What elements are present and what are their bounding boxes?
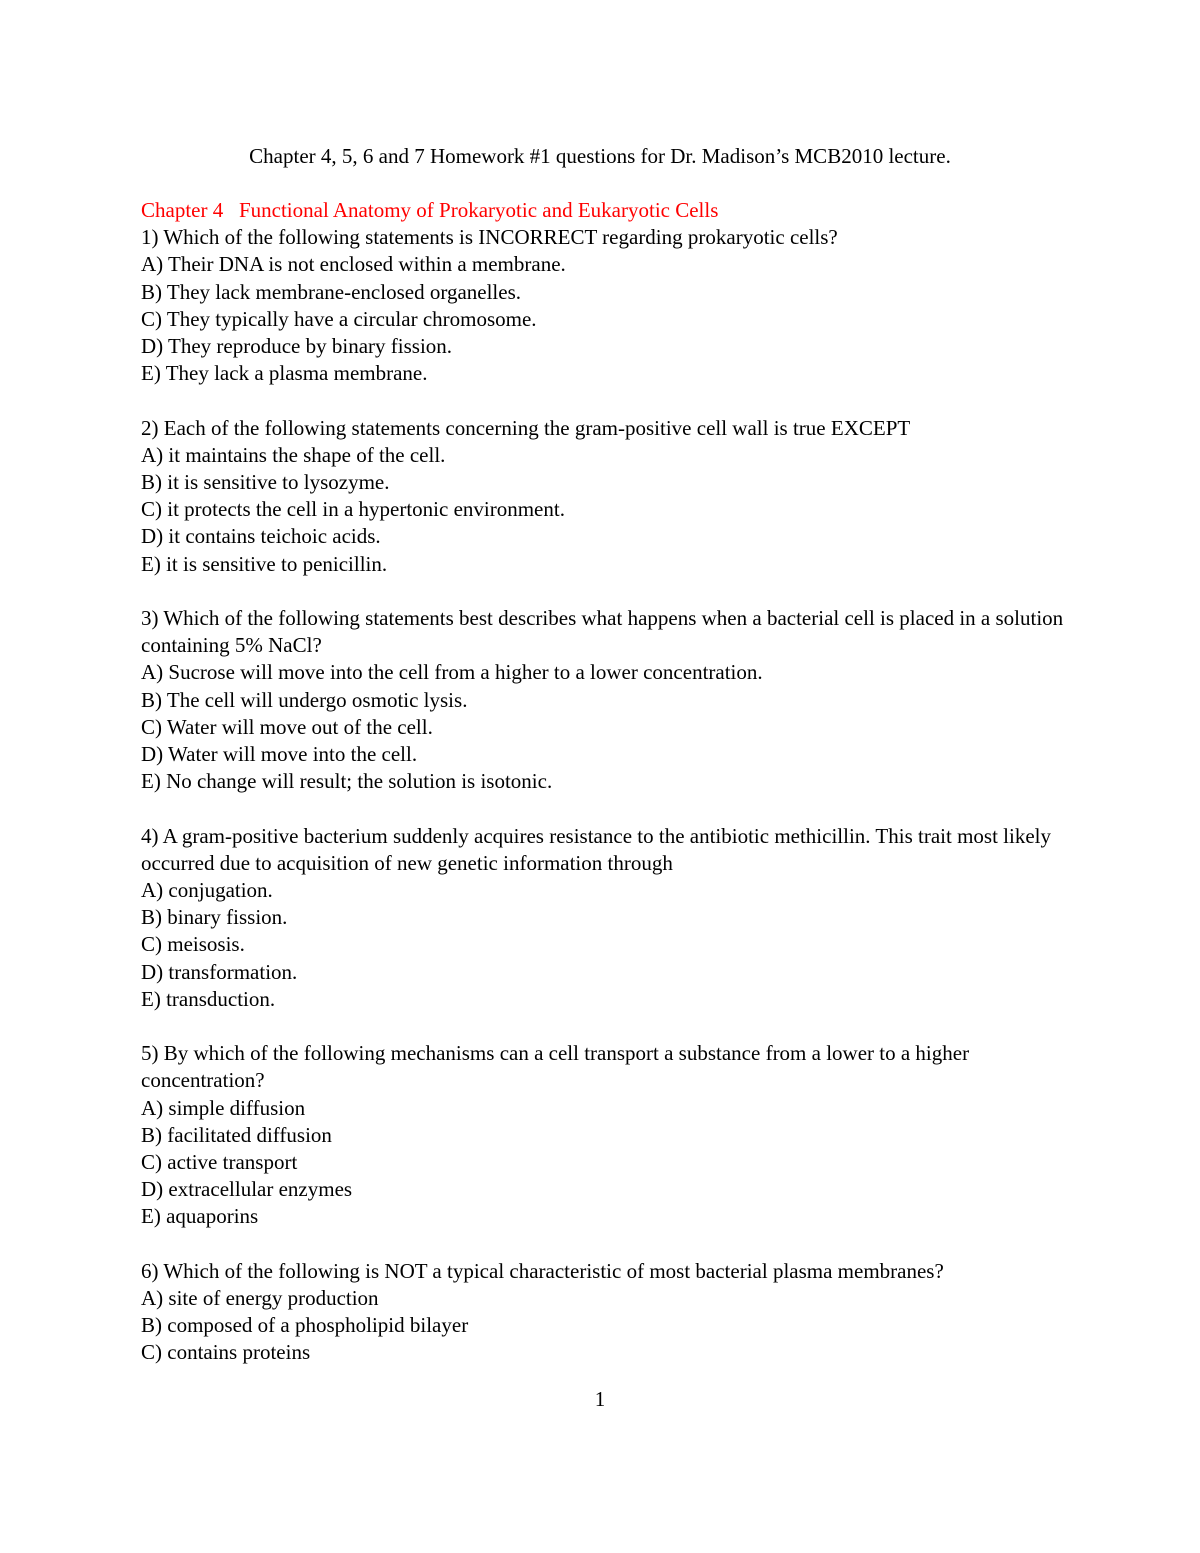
answer-option-a: A) it maintains the shape of the cell. [141,442,446,467]
answer-option-e: E) it is sensitive to penicillin. [141,551,388,576]
answer-option-d: D) transformation. [141,959,298,984]
question-3 [141,605,1071,795]
answer-option-b: B) binary fission. [141,905,288,930]
answer-option-b: B) facilitated diffusion [141,1122,332,1147]
question-text: 4) A gram-positive bacterium suddenly acquires resistance to the antibiotic methicillin. This trait most likely occurred due to acquisition of new genetic information through [141,823,1051,875]
answer-options [141,1285,1071,1367]
answer-option-d: D) Water will move into the cell. [141,742,418,767]
answer-options [141,251,1071,387]
answer-option-a: A) conjugation. [141,878,273,903]
answer-option-c: C) contains proteins [141,1340,311,1365]
answer-option-a: A) Sucrose will move into the cell from a higher to a lower concentration. [141,660,763,685]
answer-option-b: B) it is sensitive to lysozyme. [141,470,390,495]
question-2 [141,415,1071,578]
answer-option-c: C) it protects the cell in a hypertonic environment. [141,497,565,522]
document-body [141,197,1071,1394]
answer-option-a: A) Their DNA is not enclosed within a membrane. [141,252,566,277]
answer-option-e: E) aquaporins [141,1204,259,1229]
answer-option-e: E) No change will result; the solution is isotonic. [141,769,553,794]
answer-option-b: B) They lack membrane-enclosed organelles. [141,279,521,304]
question-text: 5) By which of the following mechanisms can a cell transport a substance from a lower to a higher concentration? [141,1041,970,1093]
answer-options [141,877,1071,1013]
answer-option-d: D) They reproduce by binary fission. [141,334,453,359]
answer-option-c: C) They typically have a circular chromosome. [141,306,537,331]
question-6 [141,1258,1071,1367]
answer-option-c: C) Water will move out of the cell. [141,714,433,739]
answer-option-d: D) extracellular enzymes [141,1177,353,1202]
document-title: Chapter 4, 5, 6 and 7 Homework #1 questions for Dr. Madison’s MCB2010 lecture. [249,144,951,168]
question-4 [141,823,1071,1013]
chapter-heading: Chapter 4 Functional Anatomy of Prokaryotic and Eukaryotic Cells [141,198,719,222]
answer-option-a: A) site of energy production [141,1286,379,1311]
question-text: 1) Which of the following statements is INCORRECT regarding prokaryotic cells? [141,225,838,250]
answer-option-d: D) it contains teichoic acids. [141,524,381,549]
answer-option-b: B) composed of a phospholipid bilayer [141,1313,469,1338]
question-text: 3) Which of the following statements best describes what happens when a bacterial cell is placed in a solution containing 5% NaCl? [141,606,1064,658]
answer-option-c: C) active transport [141,1150,298,1175]
answer-option-c: C) meisosis. [141,932,245,957]
question-5 [141,1040,1071,1230]
question-1 [141,224,1071,387]
page-number: 1 [594,1387,606,1411]
answer-option-b: B) The cell will undergo osmotic lysis. [141,687,468,712]
question-text: 6) Which of the following is NOT a typical characteristic of most bacterial plasma membranes? [141,1258,944,1283]
answer-options [141,442,1071,578]
answer-options [141,1095,1071,1231]
question-text: 2) Each of the following statements concerning the gram-positive cell wall is true EXCEPT [141,415,911,440]
answer-options [141,659,1071,795]
answer-option-e: E) They lack a plasma membrane. [141,361,428,386]
answer-option-e: E) transduction. [141,986,276,1011]
answer-option-a: A) simple diffusion [141,1095,306,1120]
